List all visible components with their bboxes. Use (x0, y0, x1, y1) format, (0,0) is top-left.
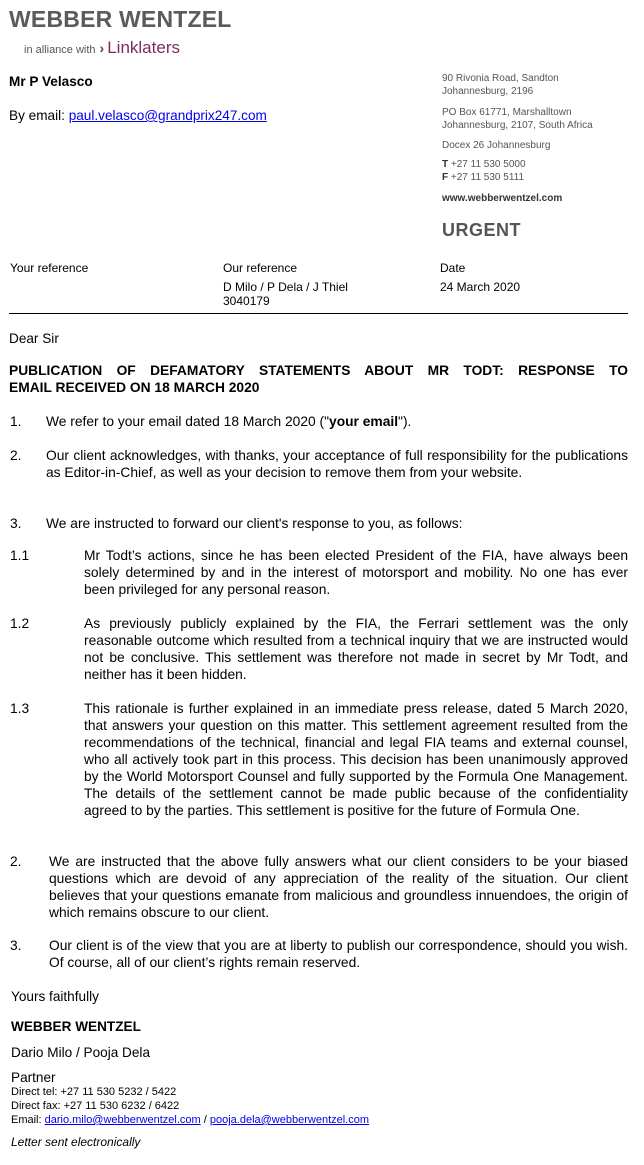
subparagraph-number: 1.1 (10, 548, 30, 563)
po-line-2: Johannesburg, 2107, South Africa (442, 119, 593, 131)
divider (9, 313, 628, 314)
closing: Yours faithfully (11, 989, 99, 1004)
signature-title: Partner (11, 1070, 56, 1085)
subparagraph-number: 1.3 (10, 701, 30, 716)
our-reference (223, 261, 348, 309)
paragraph-number: 2. (10, 854, 22, 869)
direct-fax: Direct fax: +27 11 530 6232 / 6422 (11, 1100, 180, 1112)
our-reference-label: Our reference (223, 261, 298, 275)
recipient-name: Mr P Velasco (9, 74, 93, 89)
date-block (440, 261, 520, 294)
website-text: www.webberwentzel.com (442, 193, 563, 204)
fax-label: F (442, 171, 449, 183)
recipient-email-line (9, 107, 267, 124)
street-line-2: Johannesburg, 2196 (442, 85, 534, 97)
paragraph-3: We are instructed to forward our client's response to you, as follows: (46, 516, 463, 531)
po-line-1: PO Box 61771, Marshalltown (442, 107, 572, 118)
date-value: 24 March 2020 (440, 279, 521, 294)
our-reference-line-2: 3040179 (223, 294, 270, 309)
alliance-logo (24, 38, 180, 58)
signature-email-line (11, 1113, 369, 1127)
sent-electronically-note: Letter sent electronically (11, 1135, 141, 1149)
p1-text-bold: your email (329, 414, 399, 429)
p1-text-a: We refer to your email dated 18 March 2020 (" (46, 414, 330, 429)
fax-number: +27 11 530 5111 (450, 171, 525, 183)
alliance-prefix: in alliance with (24, 44, 96, 56)
subparagraph-number: 1.2 (10, 616, 30, 631)
p1-text-b: "). (398, 414, 412, 429)
email-separator: / (203, 1114, 207, 1126)
date-label: Date (440, 261, 466, 275)
heading-line-2: EMAIL RECEIVED ON 18 MARCH 2020 (9, 380, 260, 395)
fax-line (442, 172, 526, 185)
paragraph-number: 3. (10, 938, 22, 953)
heading-line-1: PUBLICATION OF DEFAMATORY STATEMENTS ABOUT MR TODT: RESPONSE TO (9, 363, 628, 378)
paragraph-number: 2. (10, 448, 22, 463)
po-box-address (442, 107, 593, 132)
paragraph-number: 1. (10, 414, 22, 429)
signature-names: Dario Milo / Pooja Dela (11, 1045, 151, 1060)
paragraph-number: 3. (10, 516, 22, 531)
firm-logo: WEBBER WENTZEL (9, 6, 232, 32)
your-reference-label: Your reference (10, 261, 89, 275)
signature-firm: WEBBER WENTZEL (11, 1019, 141, 1034)
paragraph-4: We are instructed that the above fully answers what our client considers to be your biased questions which are devoid of any appreciation of the reality of the situation. Our client believes that your questions emanate from malicious and groundless innuendoes, the origin of which remains obscure to our client. (49, 854, 628, 920)
email-link-dario[interactable]: dario.milo@webberwentzel.com (44, 1114, 201, 1126)
by-email-label: By email: (9, 108, 65, 123)
tel-label: T (442, 159, 449, 170)
paragraph-1 (46, 413, 628, 430)
tel-number: +27 11 530 5000 (450, 159, 526, 170)
salutation: Dear Sir (9, 331, 59, 346)
email-link-pooja[interactable]: pooja.dela@webberwentzel.com (209, 1114, 370, 1126)
website (442, 193, 562, 206)
email-label: Email: (11, 1114, 42, 1126)
alliance-partner: Linklaters (107, 38, 180, 57)
subparagraph-1-2: As previously publicly explained by the FIA, the Ferrari settlement was the only reasonable outcome which resulted from a technical inquiry that we are instructed would not be conclusive. This settlement was therefore not made in secret by Mr Todt, and neither has it been hidden. (84, 616, 628, 682)
direct-tel: Direct tel: +27 11 530 5232 / 5422 (11, 1086, 177, 1098)
our-reference-line-1: D Milo / P Dela / J Thiel (223, 279, 348, 294)
letter-heading (9, 362, 628, 396)
tel-line (442, 159, 526, 172)
paragraph-2: Our client acknowledges, with thanks, your acceptance of full responsibility for the publications as Editor-in-Chief, as well as your decision to remove them from your website. (46, 448, 628, 480)
street-address (442, 73, 559, 98)
docex: Docex 26 Johannesburg (442, 140, 551, 151)
chevron-right-icon: › (99, 40, 105, 56)
recipient-email-link[interactable]: paul.velasco@grandprix247.com (68, 108, 267, 123)
paragraph-5: Our client is of the view that you are at liberty to publish our correspondence, should you wish. Of course, all of our client’s rights remain reserved. (49, 938, 628, 970)
street-line-1: 90 Rivonia Road, Sandton (442, 73, 559, 84)
subparagraph-1-3: This rationale is further explained in an immediate press release, dated 5 March 2020, that answers your question on this matter. This settlement agreement resulted from the recommendations of the technical, financial and legal FIA teams and external counsel, who all actively took part in this process. This decision has been unanimously approved by the World Motorsport Counsel and fully supported by the Formula One Management. The details of the settlement cannot be made public because of the confidentiality agreed to by the parties. This settlement is positive for the future of Formula One. (84, 701, 628, 818)
phone-numbers (442, 159, 526, 184)
subparagraph-1-1: Mr Todt’s actions, since he has been elected President of the FIA, have always been solely determined by and in the interest of motorsport and mobility. No one has ever been privileged for any personal reason. (84, 548, 628, 597)
urgent-label: URGENT (442, 220, 521, 240)
